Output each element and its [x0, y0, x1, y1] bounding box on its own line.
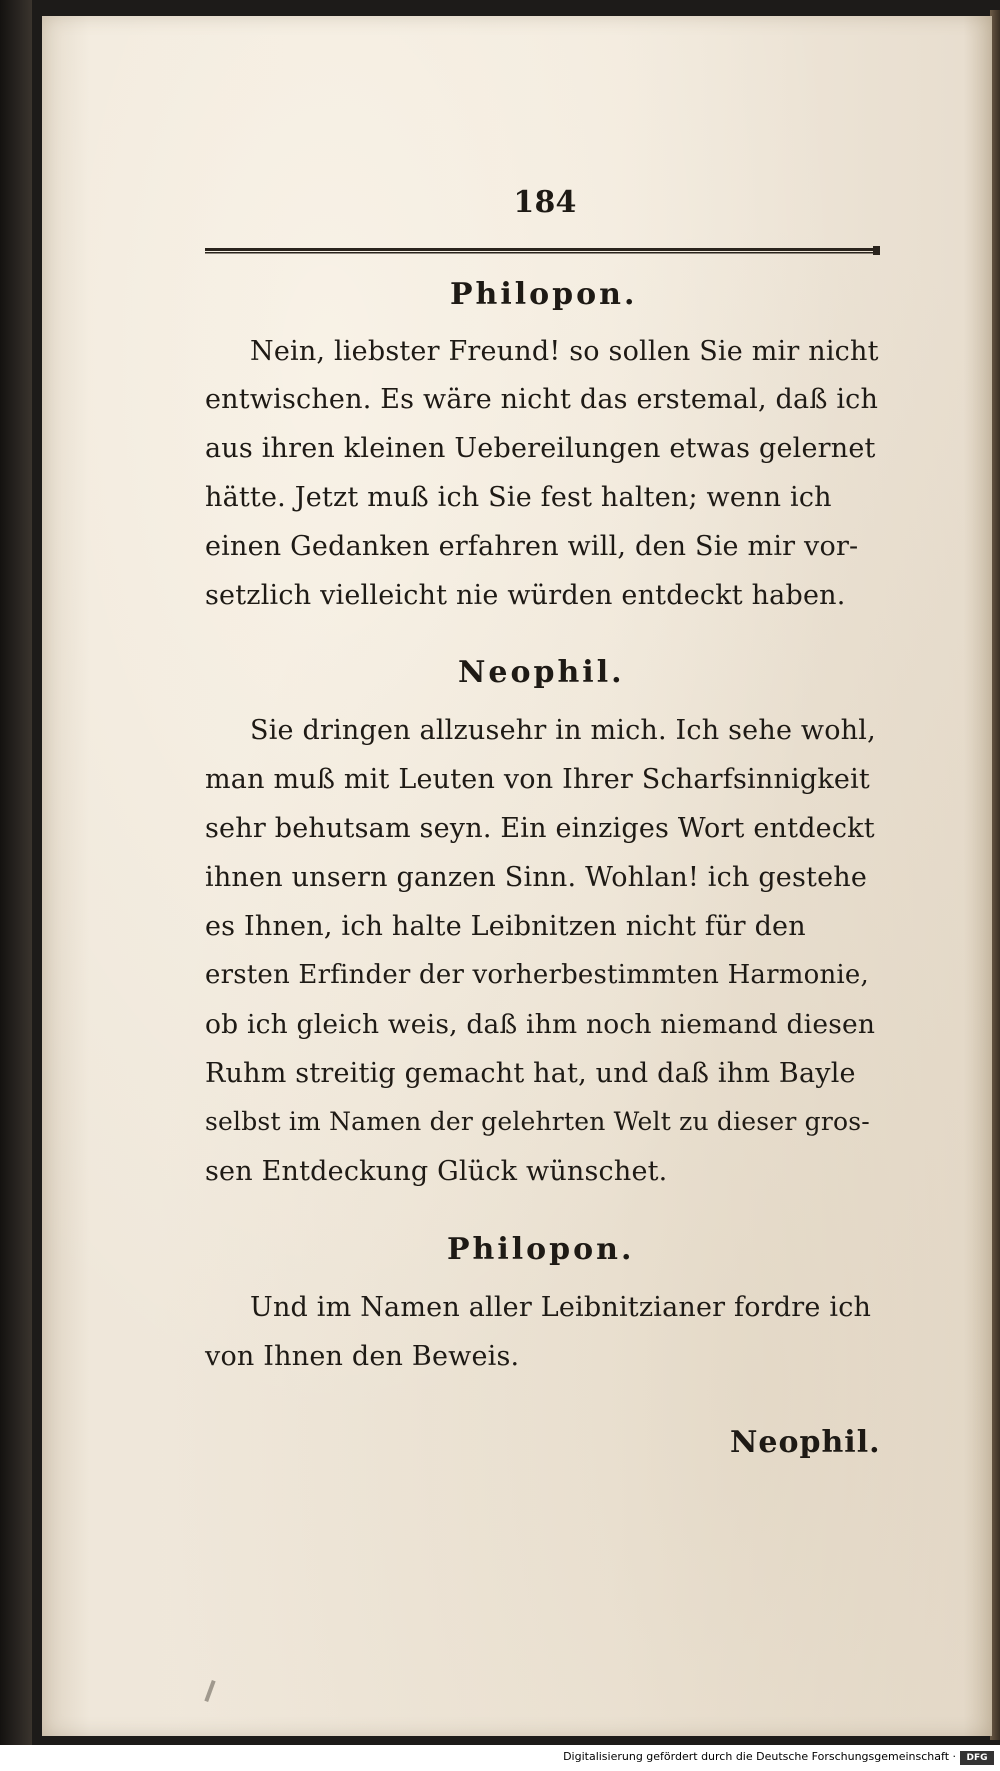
text-line: setzlich vielleicht nie würden entdeckt haben. — [205, 580, 846, 611]
text-line: sen Entdeckung Glück wünschet. — [205, 1156, 668, 1187]
footer-credit: Digitalisierung gefördert durch die Deutsche Forschungsgemeinschaft · — [563, 1750, 956, 1763]
text-line: ihnen unsern ganzen Sinn. Wohlan! ich gestehe — [205, 862, 868, 893]
text-line: von Ihnen den Beweis. — [205, 1341, 520, 1372]
speaker-heading: Neophil. — [458, 655, 625, 690]
text-line: ob ich gleich weis, daß ihm noch niemand diesen — [205, 1009, 876, 1040]
page-number: 184 — [513, 185, 577, 220]
speaker-heading: Philopon. — [447, 1232, 635, 1267]
text-line: sehr behutsam seyn. Ein einziges Wort entdeckt — [205, 813, 875, 844]
text-line: Nein, liebster Freund! so sollen Sie mir nicht — [250, 336, 879, 367]
text-line: selbst im Namen der gelehrten Welt zu dieser gros- — [205, 1107, 870, 1136]
text-line: Und im Namen aller Leibnitzianer fordre ich — [250, 1292, 872, 1323]
text-line: Sie dringen allzusehr in mich. Ich sehe wohl, — [250, 715, 876, 746]
text-line: entwischen. Es wäre nicht das erstemal, daß ich — [205, 384, 879, 415]
header-rule — [205, 246, 880, 255]
text-line: hätte. Jetzt muß ich Sie fest halten; wenn ich — [205, 482, 832, 513]
text-line: aus ihren kleinen Uebereilungen etwas gelernet — [205, 433, 876, 464]
speaker-heading: Philopon. — [450, 277, 638, 312]
text-line: ersten Erfinder der vorherbestimmten Harmonie, — [205, 960, 869, 990]
catchword: Neophil. — [730, 1425, 881, 1460]
text-line: Ruhm streitig gemacht hat, und daß ihm Bayle — [205, 1058, 856, 1089]
dfg-logo: DFG — [960, 1751, 994, 1765]
book-cover-edge — [0, 0, 32, 1745]
text-line: man muß mit Leuten von Ihrer Scharfsinnigkeit — [205, 764, 870, 795]
text-line: einen Gedanken erfahren will, den Sie mir vor- — [205, 531, 859, 562]
text-line: es Ihnen, ich halte Leibnitzen nicht für den — [205, 911, 806, 942]
